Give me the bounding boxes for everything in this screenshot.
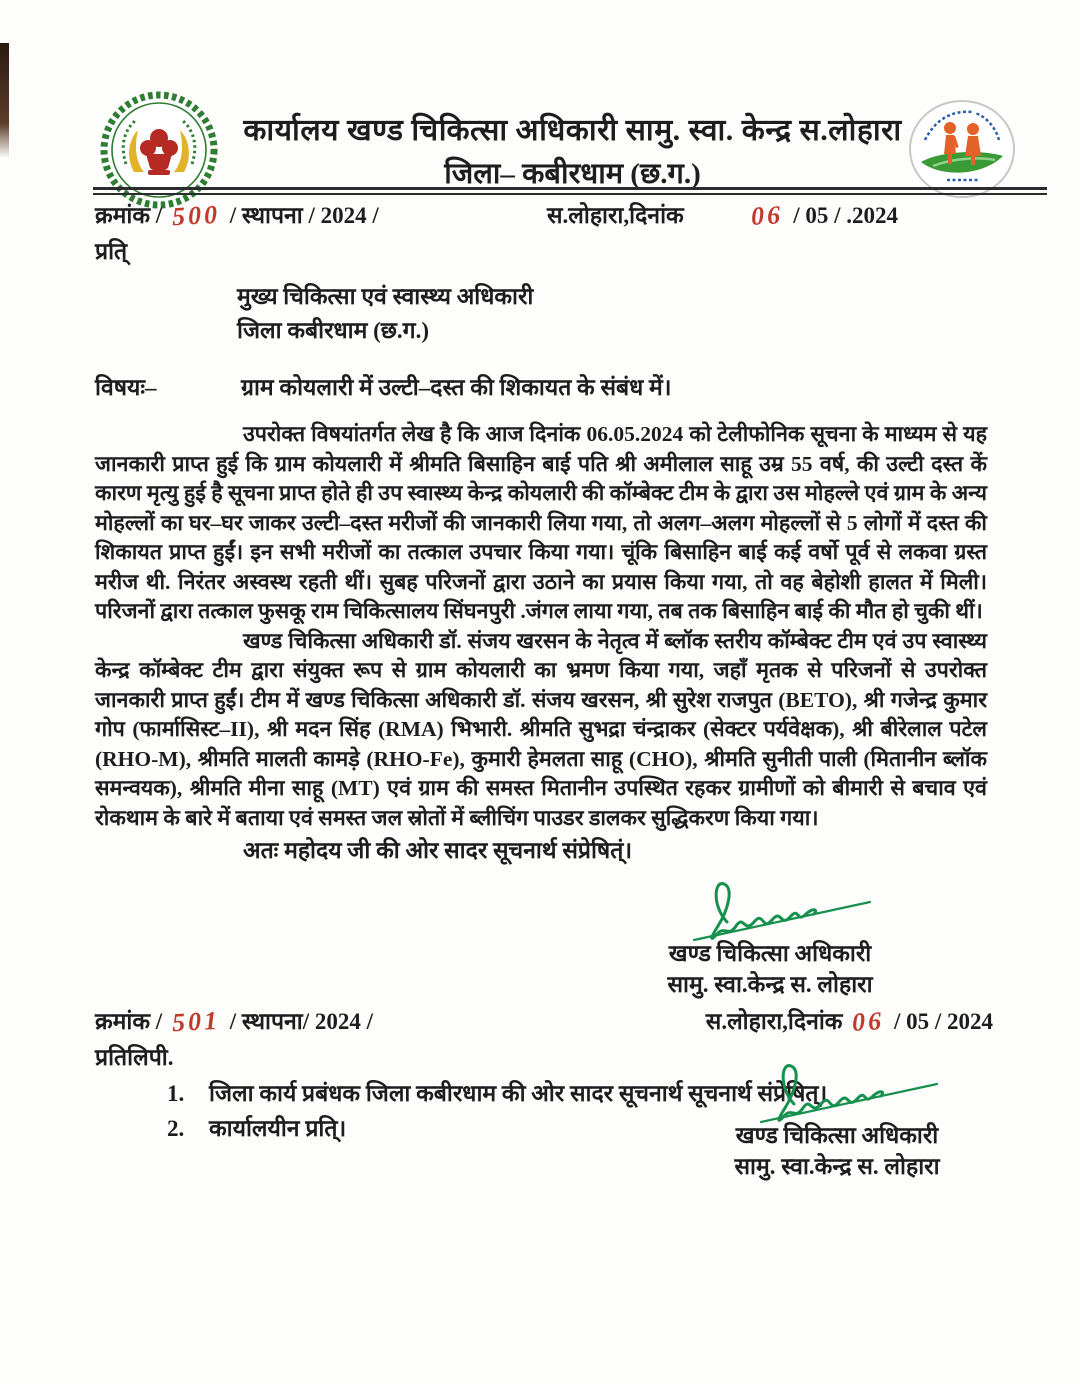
office-title-line1: कार्यालय खण्ड चिकित्सा अधिकारी सामु. स्वा. केन्द्र स.लोहारा xyxy=(243,114,902,147)
letter-body-column xyxy=(95,198,1045,1182)
header-divider xyxy=(93,187,1047,195)
letterhead xyxy=(215,112,930,192)
subject-row xyxy=(95,372,1045,404)
place-date xyxy=(547,198,898,230)
copy-ref-left xyxy=(95,1004,373,1040)
signature-place-date xyxy=(706,1004,993,1040)
copy-ref-label: क्रमांक / xyxy=(95,1009,163,1034)
copy-ref-suffix: / स्थापना/ 2024 / xyxy=(229,1009,374,1034)
ref-number-label: क्रमांक / xyxy=(95,203,163,228)
ref-number-handwritten: 500 xyxy=(171,199,221,232)
signatory-office: सामु. स्वा.केन्द्र स. लोहारा xyxy=(667,972,873,997)
office-title-line2: जिला– कबीरधाम (छ.ग.) xyxy=(444,157,701,190)
salutation: प्रति् xyxy=(95,239,128,264)
copy-ref-number-handwritten: 501 xyxy=(171,1005,221,1038)
list-item-number: 1. xyxy=(167,1081,185,1106)
body-paragraph-1: उपरोक्त विषयांतर्गत लेख है कि आज दिनांक 06.05.2024 को टेलीफोनिक सूचना के माध्यम से यह जानकारी प्राप्त हुई कि ग्राम कोयलारी में श्रीमति बिसाहिन बाई पति श्री अमीलाल साहू उम्र 55 वर्ष, की उल्टी दस्त कें कारण मृत्यु हुई है सूचना प्राप्त होते ही उप स्वास्थ्य केन्द्र कोयलारी की कॉम्बेक्ट टीम के द्वारा उस मोहल्ले एवं ग्राम के अन्य मोहल्लों का घर–घर जाकर उल्टी–दस्त मरीजों की जानकारी लिया गया, तो अलग–अलग मोहल्लों से 5 लोगों में दस्त की शिकायत प्राप्त हुईं। इन सभी मरीजों का तत्काल उपचार किया गया। चूंकि बिसाहिन बाई कई वर्षो पूर्व से लकवा ग्रस्त मरीज थी. निरंतर अस्वस्थ रहती थीं। सुबह परिजनों द्वारा उठाने का प्रयास किया गया, तो वह बेहोशी हालत में मिली। परिजनों द्वारा तत्काल फुसकू राम चिकित्सालय सिंघनपुरी .जंगल लाया गया, तब तक बिसाहिन बाई की मौत हो चुकी थीं। xyxy=(95,422,987,623)
list-item-number: 2. xyxy=(167,1116,185,1141)
date-day-handwritten: 06 xyxy=(750,200,785,231)
signature-scribble-icon xyxy=(660,876,880,954)
sig-date-suffix: / 05 / 2024 xyxy=(893,1009,993,1034)
addressee-line1: मुख्य चिकित्सा एवं स्वास्थ्य अधिकारी xyxy=(237,284,534,309)
copy-reference-row xyxy=(95,1004,1045,1040)
list-item-text: कार्यालयीन प्रति्। xyxy=(209,1116,347,1141)
date-suffix: / 05 / .2024 xyxy=(793,203,898,228)
list-item-text: जिला कार्य प्रबंधक जिला कबीरधाम की ओर सादर सूचनार्थ सूचनार्थ संप्रेषित्। xyxy=(209,1081,828,1106)
sig-place-date-label: स.लोहारा,दिनांक xyxy=(705,1009,843,1034)
signature-scribble-icon xyxy=(727,1058,947,1136)
body-paragraph-2: खण्ड चिकित्सा अधिकारी डॉ. संजय खरसन के नेतृत्व में ब्लॉक स्तरीय कॉम्बेक्ट टीम एवं उप स्वास्थ्य केन्द्र कॉम्बेक्ट टीम द्वारा संयुक्त रूप से ग्राम कोयलारी का भ्रमण किया गया, जहाँ मृतक से परिजनों से उपरोक्त जानकारी प्राप्त हुईं। टीम में खण्ड चिकित्सा अधिकारी डॉ. संजय खरसन, श्री सुरेश राजपुत (BETO), श्री गजेन्द्र कुमार गोप (फार्मासिस्ट–II), श्री मदन सिंह (RMA) भिभारी. श्रीमति सुभद्रा चंन्द्राकर (सेक्टर पर्यवेक्षक), श्री बीरेलाल पटेल (RHO-M), श्रीमति मालती कामड़े (RHO-Fe), कुमारी हेमलता साहू (CHO), श्रीमति सुनीती पाली (मितानीन ब्लॉक समन्वयक), श्रीमति मीना साहू (MT) एवं ग्राम की समस्त मितानीन उपस्थित रहकर ग्रामीणों को बीमारी से बचाव एवं रोकथाम के बारे में बताया एवं समस्त जल स्रोतों में ब्लीचिंग पाउडर डालकर सुद्धिकरण किया गया। xyxy=(95,628,987,830)
scan-edge-artifact xyxy=(0,43,9,158)
closing-line: अतः महोदय जी की ओर सादर सूचनार्थ संप्रेषित्ं। xyxy=(243,838,633,863)
subject-label: विषयः– xyxy=(95,375,157,400)
ref-number-suffix: / स्थापना / 2024 / xyxy=(229,203,379,228)
signature-block-top xyxy=(565,876,975,1000)
copies-heading: प्रतिलिपी. xyxy=(95,1045,174,1070)
sig-date-day-handwritten: 06 xyxy=(851,1006,885,1037)
subject-text: ग्राम कोयलारी में उल्टी–दस्त की शिकायत के संबंध में। xyxy=(241,375,672,400)
signatory-title: खण्ड चिकित्सा अधिकारी xyxy=(668,941,872,966)
addressee-block xyxy=(237,280,1045,348)
reference-number-row xyxy=(95,198,1045,234)
place-date-label: स.लोहारा,दिनांक xyxy=(547,203,684,228)
signatory-office: सामु. स्वा.केन्द्र स. लोहारा xyxy=(734,1154,940,1179)
addressee-line2: जिला कबीरधाम (छ.ग.) xyxy=(237,318,429,343)
signatory-title: खण्ड चिकित्सा अधिकारी xyxy=(735,1123,939,1148)
